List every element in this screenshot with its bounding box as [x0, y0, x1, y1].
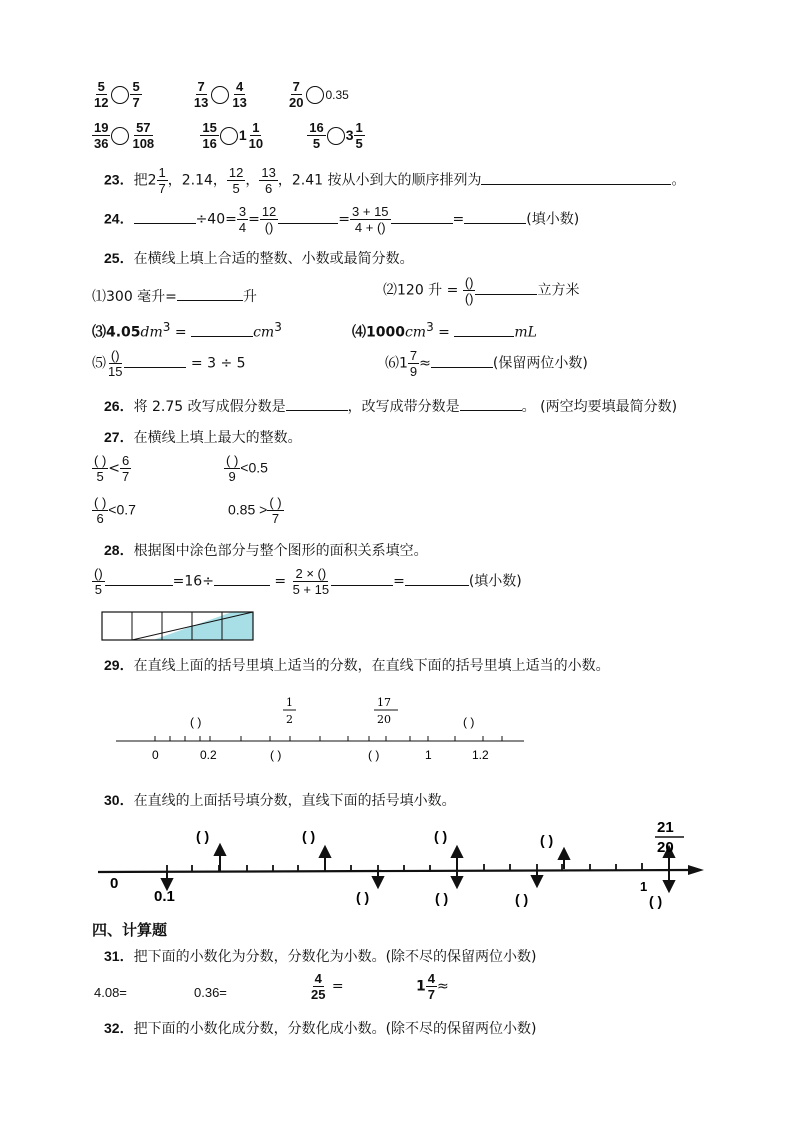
- tick-label: 0.1: [154, 888, 175, 905]
- answer-paren[interactable]: ( ): [434, 828, 448, 844]
- answer-blank[interactable]: [214, 572, 270, 586]
- fraction: $\frac{5}{12}$: [94, 79, 109, 110]
- tick-label: 1.2: [472, 748, 489, 762]
- fraction-denominator: 2: [286, 713, 293, 726]
- answer-blank[interactable]: [454, 323, 514, 337]
- q25-item-4: $⑷1000cm^3$ = mL: [352, 320, 537, 341]
- answer-paren[interactable]: ( ): [368, 748, 380, 762]
- answer-blank[interactable]: [286, 397, 348, 411]
- compare-circle[interactable]: [111, 127, 129, 145]
- answer-blank[interactable]: [278, 210, 338, 224]
- answer-blank[interactable]: [331, 572, 393, 586]
- compare-row-1: $\frac{5}{12}$ $\frac{5}{7}$ $\frac{7}{13}$ $\frac{4}{13}$ $\frac{7}{20}$ 0.35: [94, 79, 349, 110]
- tick-label: 1: [425, 748, 432, 762]
- answer-blank[interactable]: [405, 572, 469, 586]
- q31-item-b: 0.36=: [194, 985, 227, 1000]
- answer-paren[interactable]: ( ): [515, 891, 529, 907]
- answer-paren[interactable]: ( ): [270, 748, 282, 762]
- tick-label: 1: [640, 879, 648, 894]
- section-heading: 四、计算题: [92, 921, 168, 939]
- answer-paren[interactable]: ( ): [302, 828, 316, 844]
- answer-paren[interactable]: ( ): [190, 715, 202, 729]
- q25-item-5: ⑸ () 15 = 3 ÷ 5: [92, 348, 246, 379]
- compare-circle[interactable]: [220, 127, 238, 145]
- compare-circle[interactable]: [306, 86, 324, 104]
- up-arrows: [215, 845, 674, 871]
- tick-label: 0: [110, 875, 119, 892]
- q25-item-1: ⑴300 毫升= 升: [92, 289, 257, 305]
- question-27-title: 27．在横线上填上最大的整数。: [104, 429, 302, 446]
- question-31-title: 31．把下面的小数化为分数，分数化为小数。(除不尽的保留两位小数): [104, 948, 537, 965]
- q28-equation: () 5 =16÷ = $\frac{2 \times ()}{5 + 15}$ = (填小数): [94, 566, 522, 597]
- answer-blank[interactable]: [105, 572, 173, 586]
- fraction-numerator: 1: [286, 696, 293, 709]
- question-23: 23．把2 $\frac{1}{7}$ ，2.14， $\frac{12}{5}$ ， $\frac{13}{6}$ ，2.41 按从小到大的顺序排列为 。: [104, 165, 686, 196]
- q27-c: ( ) 6 <0.7: [94, 495, 136, 526]
- question-24: 24． ÷40= $\frac{3}{4}$ = 12 () = $\frac{3 + 15}{4 + ()}$ = (填小数): [104, 204, 580, 235]
- number-line-29: [110, 690, 530, 770]
- tick-label: 0.2: [200, 748, 217, 762]
- arrow-head-icon: [688, 865, 704, 875]
- answer-paren[interactable]: ( ): [649, 893, 663, 909]
- q27-b: ( ) 9 <0.5: [226, 453, 268, 484]
- answer-blank[interactable]: [124, 354, 186, 368]
- question-25-title: 25．在横线上填上合适的整数、小数或最简分数。: [104, 250, 414, 267]
- shaded-rectangle-figure: [100, 610, 256, 642]
- question-29-title: 29．在直线上面的括号里填上适当的分数，在直线下面的括号里填上适当的小数。: [104, 657, 610, 674]
- q25-item-6: ⑹1 $\frac{7}{9}$ ≈ (保留两位小数): [385, 348, 588, 379]
- q27-e: 0.85 > ( ) 7: [228, 495, 282, 526]
- answer-blank[interactable]: [391, 210, 453, 224]
- question-32-title: 32．把下面的小数化成分数，分数化成小数。(除不尽的保留两位小数): [104, 1020, 537, 1037]
- ticks: [155, 736, 502, 741]
- fraction-denominator: 20: [657, 839, 674, 856]
- compare-circle[interactable]: [111, 86, 129, 104]
- answer-blank[interactable]: [177, 287, 243, 301]
- question-26: 26．将 2.75 改写成假分数是 ，改写成带分数是 。 (两空均要填最简分数): [104, 398, 678, 415]
- question-28-title: 28．根据图中涂色部分与整个图形的面积关系填空。: [104, 542, 428, 559]
- q31-item-a: 4.08=: [94, 985, 127, 1000]
- tick-label: 0: [152, 748, 159, 762]
- answer-blank[interactable]: [431, 354, 493, 368]
- q31-item-c: $\frac{4}{25}$ =: [311, 971, 344, 1002]
- q25-item-2: ⑵120 升 = () () 立方米: [383, 275, 580, 306]
- answer-paren[interactable]: ( ): [463, 715, 475, 729]
- answer-paren[interactable]: ( ): [540, 832, 554, 848]
- answer-blank[interactable]: [134, 210, 196, 224]
- down-arrows: [162, 870, 674, 891]
- answer-blank[interactable]: [464, 210, 526, 224]
- answer-blank[interactable]: [191, 323, 253, 337]
- answer-paren[interactable]: ( ): [356, 889, 370, 905]
- answer-blank[interactable]: [481, 171, 671, 185]
- number-line-30: [92, 815, 708, 915]
- answer-blank[interactable]: [460, 397, 522, 411]
- compare-circle[interactable]: [327, 127, 345, 145]
- shaded-region: [153, 612, 253, 640]
- q25-item-3: $⑶4.05dm^3 = cm^3$: [92, 320, 282, 341]
- answer-paren[interactable]: ( ): [196, 828, 210, 844]
- fraction-numerator: 21: [657, 819, 674, 836]
- fraction-numerator: 17: [377, 696, 391, 709]
- compare-row-2: $\frac{19}{36}$ $\frac{57}{108}$ $\frac{15}{16}$ 1 $\frac{1}{10}$ $\frac{16}{5}$ 3 $\frac{1}{5}$: [94, 120, 363, 151]
- answer-paren[interactable]: ( ): [435, 890, 449, 906]
- compare-circle[interactable]: [211, 86, 229, 104]
- q31-item-d: 1 $\frac{4}{7}$ ≈: [416, 971, 449, 1002]
- question-30-title: 30．在直线的上面括号填分数，直线下面的括号填小数。: [104, 792, 456, 809]
- answer-blank[interactable]: [475, 281, 537, 295]
- fraction-denominator: 20: [377, 713, 391, 726]
- q27-a: ( ) 5 < $\frac{6}{7}$: [94, 453, 130, 484]
